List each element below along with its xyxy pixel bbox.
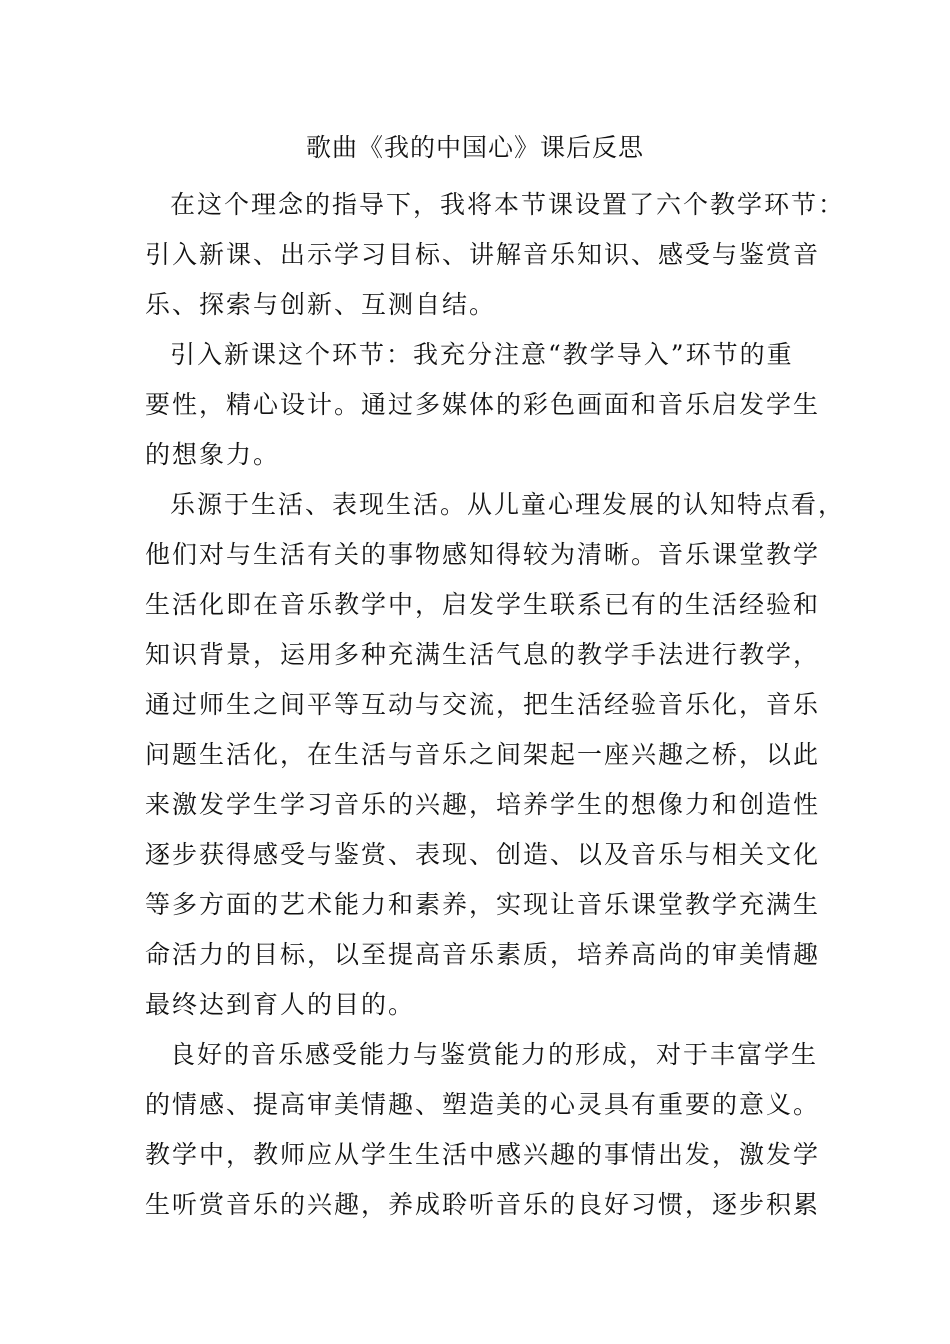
paragraph-3-line-5: 通过师生之间平等互动与交流，把生活经验音乐化，音乐: [145, 690, 821, 719]
document-title: 歌曲《我的中国心》课后反思: [305, 133, 644, 162]
paragraph-3-line-7: 来激发学生学习音乐的兴趣，培养学生的想像力和创造性: [145, 790, 821, 819]
paragraph-2-line-1: 引入新课这个环节：我充分注意“教学导入”环节的重: [170, 340, 794, 369]
paragraph-3-line-4: 知识背景，运用多种充满生活气息的教学手法进行教学，: [145, 640, 821, 669]
paragraph-2-line-3: 的想象力。: [145, 440, 281, 469]
paragraph-4-line-4: 生听赏音乐的兴趣，养成聆听音乐的良好习惯，逐步积累: [145, 1190, 821, 1219]
paragraph-3-line-3: 生活化即在音乐教学中，启发学生联系已有的生活经验和: [145, 590, 821, 619]
paragraph-3-line-8: 逐步获得感受与鉴赏、表现、创造、以及音乐与相关文化: [145, 840, 821, 869]
document-body: [145, 180, 846, 1230]
paragraph-3-line-10: 命活力的目标，以至提高音乐素质，培养高尚的审美情趣: [145, 940, 821, 969]
paragraph-4-line-3: 教学中，教师应从学生生活中感兴趣的事情出发，激发学: [145, 1140, 821, 1169]
paragraph-4-line-1: 良好的音乐感受能力与鉴赏能力的形成，对于丰富学生: [170, 1040, 819, 1069]
paragraph-1-line-3: 乐、探索与创新、互测自结。: [145, 290, 497, 319]
paragraph-3-line-1: 乐源于生活、表现生活。从儿童心理发展的认知特点看，: [170, 490, 846, 519]
paragraph-3-line-11: 最终达到育人的目的。: [145, 990, 416, 1019]
paragraph-3-line-6: 问题生活化，在生活与音乐之间架起一座兴趣之桥，以此: [145, 740, 821, 769]
paragraph-3-line-9: 等多方面的艺术能力和素养，实现让音乐课堂教学充满生: [145, 890, 821, 919]
paragraph-4-line-2: 的情感、提高审美情趣、塑造美的心灵具有重要的意义。: [145, 1090, 821, 1119]
paragraph-1-line-2: 引入新课、出示学习目标、讲解音乐知识、感受与鉴赏音: [145, 240, 821, 269]
paragraph-3-line-2: 他们对与生活有关的事物感知得较为清晰。音乐课堂教学: [145, 540, 821, 569]
paragraph-1-line-1: 在这个理念的指导下，我将本节课设置了六个教学环节：: [170, 190, 846, 219]
paragraph-2-line-2: 要性，精心设计。通过多媒体的彩色画面和音乐启发学生: [145, 390, 821, 419]
